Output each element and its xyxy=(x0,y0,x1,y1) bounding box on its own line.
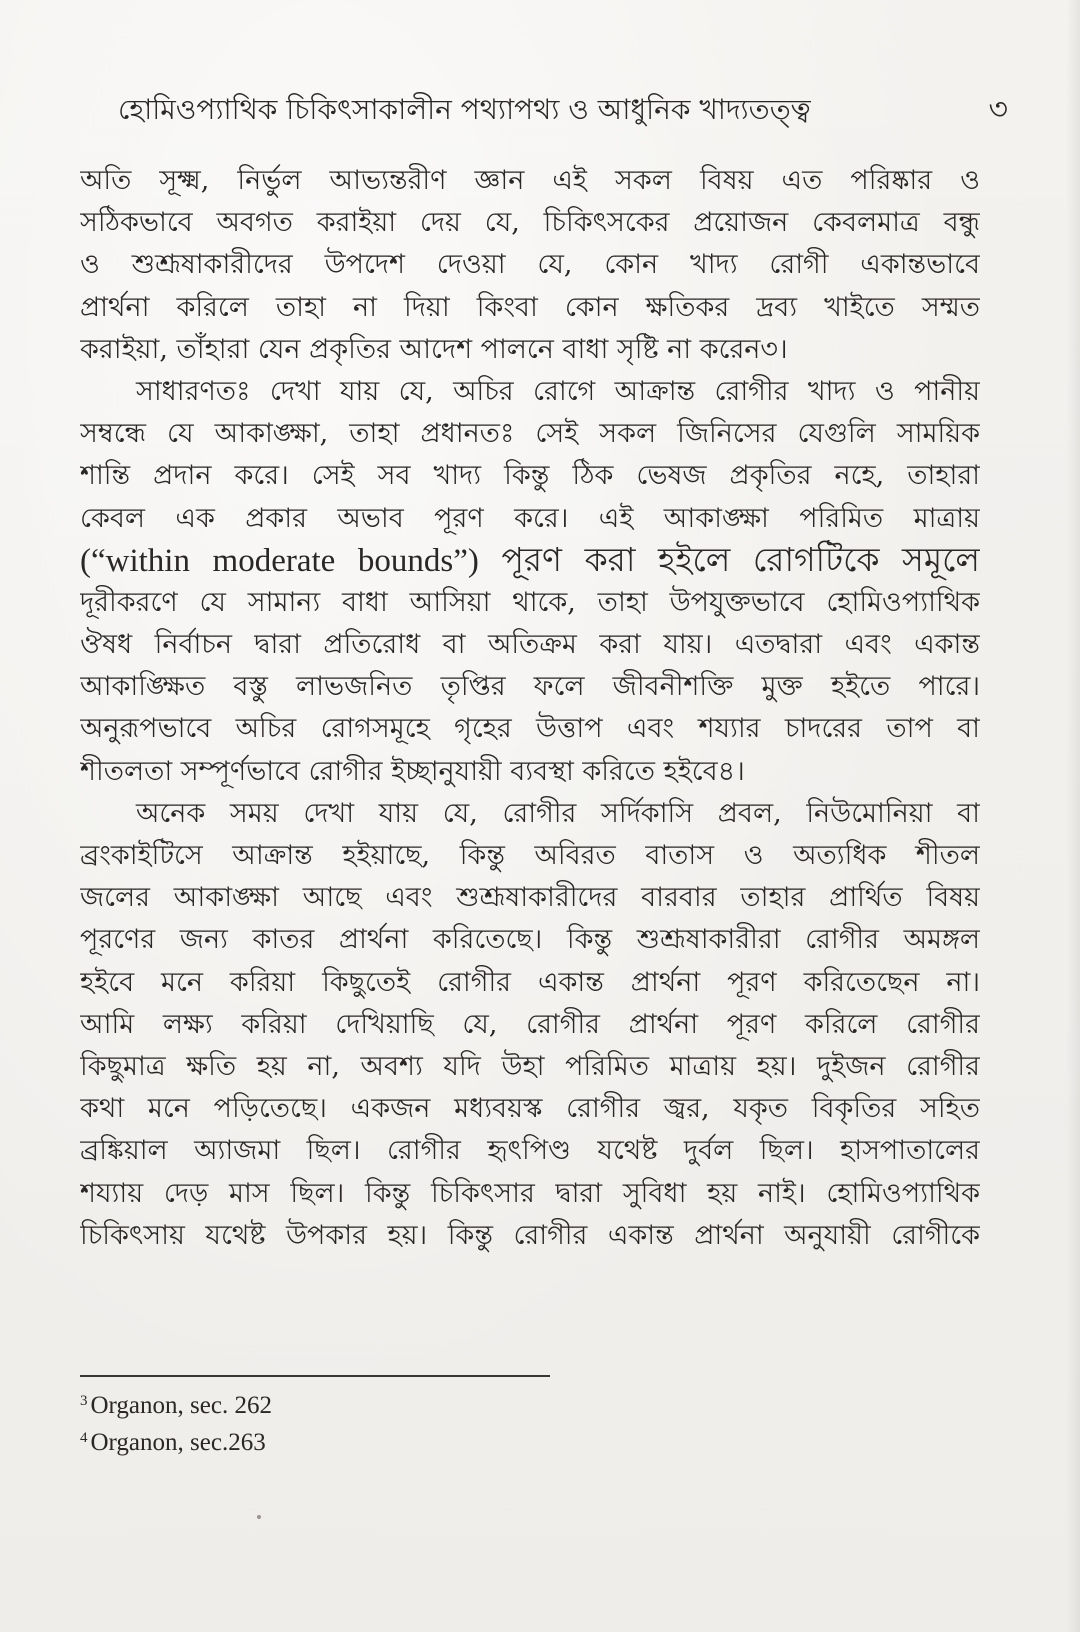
running-title: হোমিওপ্যাথিক চিকিৎসাকালীন পথ্যাপথ্য ও আধুনিক খাদ্যতত্ত্ব xyxy=(118,93,811,126)
paper-speck xyxy=(257,1515,261,1519)
footnote xyxy=(80,1422,272,1459)
text-line: সম্বন্ধে যে আকাঙ্ক্ষা, তাহা প্রধানতঃ সেই সকল জিনিসের যেগুলি সাময়িক xyxy=(80,418,980,450)
text-line: ঔষধ নির্বাচন দ্বারা প্রতিরোধ বা অতিক্রম করা যায়। এতদ্বারা এবং একান্ত xyxy=(80,629,980,661)
footnote-marker: 4 xyxy=(80,1430,88,1446)
footnotes xyxy=(80,1385,272,1459)
text-line: দূরীকরণে যে সামান্য বাধা আসিয়া থাকে, তাহা উপযুক্তভাবে হোমিওপ্যাথিক xyxy=(80,586,980,618)
text-line: সাধারণতঃ দেখা যায় যে, অচির রোগে আক্রান্ত রোগীর খাদ্য ও পানীয় xyxy=(136,375,980,407)
text-line: সঠিকভাবে অবগত করাইয়া দেয় যে, চিকিৎসকের প্রয়োজন কেবলমাত্র বন্ধু xyxy=(80,207,980,239)
text-line: প্রার্থনা করিলে তাহা না দিয়া কিংবা কোন ক্ষতিকর দ্রব্য খাইতে সম্মত xyxy=(80,291,980,323)
text-line: অতি সূক্ষ্ম, নির্ভুল আভ্যন্তরীণ জ্ঞান এই সকল বিষয় এত পরিষ্কার ও xyxy=(80,165,980,196)
text-line: শীতলতা সম্পূর্ণভাবে রোগীর ইচ্ছানুযায়ী ব্যবস্থা করিতে হইবে৪। xyxy=(80,755,745,787)
text-line: জলের আকাঙ্ক্ষা আছে এবং শুশ্রূষাকারীদের বারবার তাহার প্রার্থিত বিষয় xyxy=(80,882,980,914)
text-line: চিকিৎসায় যথেষ্ট উপকার হয়। কিন্তু রোগীর একান্ত প্রার্থনা অনুযায়ী রোগীকে xyxy=(80,1219,980,1251)
page-number: ৩ xyxy=(988,92,1008,127)
text-line: কথা মনে পড়িতেছে। একজন মধ্যবয়স্ক রোগীর জ্বর, যকৃত বিকৃতির সহিত xyxy=(80,1093,980,1125)
running-header xyxy=(118,86,1008,134)
footnote-text: Organon, sec. 262 xyxy=(90,1392,272,1419)
text-line: শান্তি প্রদান করে। সেই সব খাদ্য কিন্তু ঠিক ভেষজ প্রকৃতির নহে, তাহারা xyxy=(80,460,980,492)
text-line: আমি লক্ষ্য করিয়া দেখিয়াছি যে, রোগীর প্রার্থনা পূরণ করিলে রোগীর xyxy=(80,1008,980,1040)
body-text xyxy=(80,160,980,1257)
text-line: ও শুশ্রূষাকারীদের উপদেশ দেওয়া যে, কোন খাদ্য রোগী একান্তভাবে xyxy=(80,249,980,281)
text-line: কিছুমাত্র ক্ষতি হয় না, অবশ্য যদি উহা পরিমিত মাত্রায় হয়। দুইজন রোগীর xyxy=(80,1050,980,1082)
text-line: পূরণের জন্য কাতর প্রার্থনা করিতেছে। কিন্তু শুশ্রূষাকারীরা রোগীর অমঙ্গল xyxy=(80,924,980,956)
page-edge-shadow xyxy=(1066,0,1080,1632)
text-line: শয্যায় দেড় মাস ছিল। কিন্তু চিকিৎসার দ্বারা সুবিধা হয় নাই। হোমিওপ্যাথিক xyxy=(80,1177,980,1209)
footnote-marker: 3 xyxy=(80,1393,88,1409)
footnote-rule xyxy=(80,1375,550,1377)
text-line: (“within moderate bounds”) পূরণ করা হইলে রোগটিকে সমূলে xyxy=(80,542,980,579)
text-line: আকাঙ্ক্ষিত বস্তু লাভজনিত তৃপ্তির ফলে জীবনীশক্তি মুক্ত হইতে পারে। xyxy=(80,671,980,703)
text-line: কেবল এক প্রকার অভাব পূরণ করে। এই আকাঙ্ক্ষা পরিমিত মাত্রায় xyxy=(80,502,980,534)
text-line: ব্রংকাইটিসে আক্রান্ত হইয়াছে, কিন্তু অবিরত বাতাস ও অত্যধিক শীতল xyxy=(80,840,980,871)
footnote xyxy=(80,1385,272,1422)
text-line: ব্রঙ্কিয়াল অ্যাজমা ছিল। রোগীর হৃৎপিণ্ড যথেষ্ট দুর্বল ছিল। হাসপাতালের xyxy=(80,1135,980,1167)
text-line: হইবে মনে করিয়া কিছুতেই রোগীর একান্ত প্রার্থনা পূরণ করিতেছেন না। xyxy=(80,966,980,998)
text-line: অনেক সময় দেখা যায় যে, রোগীর সর্দিকাসি প্রবল, নিউমোনিয়া বা xyxy=(136,797,980,829)
text-line: অনুরূপভাবে অচির রোগসমূহে গৃহের উত্তাপ এবং শয্যার চাদরের তাপ বা xyxy=(80,713,980,745)
footnote-text: Organon, sec.263 xyxy=(90,1429,266,1456)
text-line: করাইয়া, তাঁহারা যেন প্রকৃতির আদেশ পালনে বাধা সৃষ্টি না করেন৩। xyxy=(80,333,788,365)
